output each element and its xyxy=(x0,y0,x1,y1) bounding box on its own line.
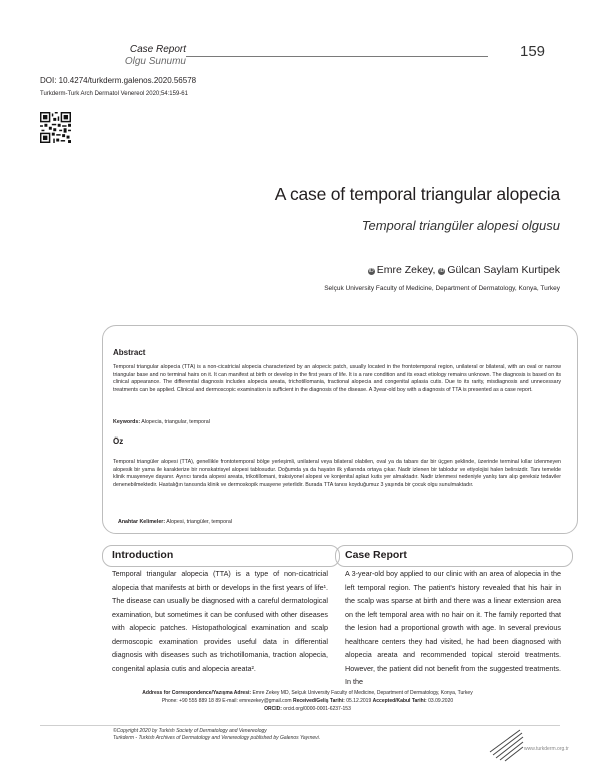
received-label: Received/Geliş Tarihi: xyxy=(292,698,345,704)
received-date: 05.12.2019 xyxy=(346,698,372,704)
authors xyxy=(120,264,560,277)
accepted-label: Accepted/Kabul Tarihi: xyxy=(372,698,427,704)
oz-keywords xyxy=(118,519,232,526)
keywords-value: Alopecia, triangular, temporal xyxy=(141,419,210,425)
intro-body: Temporal triangular alopecia (TTA) is a type of non-cicatricial alopecia that manifests at birth or develops in the first years of life¹. The disease can usually be diagnosed with a careful dermatological examination, but sometimes it can be confused with other diseases with alopecic patches. Histopathological examination and scalp dermoscopic examination provides useful data in differential diagnosis with diseases such as trichotillomania, traction alopecia, congenital aplasia cutis and alopecia areata². xyxy=(112,569,328,673)
footer-divider xyxy=(40,725,560,726)
decorative-lines-icon xyxy=(488,722,524,762)
publisher-line: Turkderm - Turkish Archives of Dermatology and Venereology published by Galenos Yayınevi. xyxy=(113,734,321,741)
orcid-label: ORCID: xyxy=(264,706,282,712)
correspondence-phone: Phone: +90 555 889 18 89 E-mail: emrezekey@gmail.com xyxy=(161,698,292,704)
article-subtitle-tr: Temporal triangüler alopesi olgusu xyxy=(361,218,560,233)
footer-copyright xyxy=(113,728,320,741)
article-title: A case of temporal triangular alopecia xyxy=(274,184,560,204)
author-1: Emre Zekey, xyxy=(376,264,436,276)
keywords-label: Keywords: xyxy=(113,419,141,425)
case-heading: Case Report xyxy=(345,549,407,561)
accepted-date: 03.09.2020 xyxy=(428,698,454,704)
correspondence-text: Emre Zekey MD, Selçuk University Faculty of Medicine, Department of Dermatology, Konya, Turkey xyxy=(252,690,473,696)
page-number: 159 xyxy=(520,43,546,60)
case-body: A 3-year-old boy applied to our clinic with an area of alopecia in the left temporal region. The patient's history revealed that his hair in the scalp was sparse at birth and there was a linear extension area on the left temporal area with no hair on it. The family reported that the lesion had a proportional growth with age. In several previous healthcare centers they had visited, he had been diagnosed with alopecia areata and recommended topical steroid treatments. However, the patient did not benefit from the suggested treatments. In the xyxy=(345,569,561,686)
doi[interactable]: DOI: 10.4274/turkderm.galenos.2020.56578 xyxy=(40,76,197,85)
header-rule xyxy=(186,56,488,57)
oz-body: Temporal triangüler alopesi (TTA), genellikle frontotemporal bölge yerleşimli, unilateral veya bilateral olabilen, oval ya da tabanı dar bir üçgen şeklinde, üzerinde terminal kıllar izlenmeyen alopesik bir yama ile karakterize bir nonskatrisyel alopesi tablosudur. Doğumda ya da hayatın ilk yıllarında ortaya çıkar. Nadir izlenen bir tablodur ve etiyolojisi halen belirsizdir. Tanı temelde klinik muayeneye dayanır. Ayırıcı tanıda alopesi areata, trikotillomani, traksiyonel alopesi ve konjenital aplazi kutis yer almaktadır. Nadir izlenmesi nedeniyle yanlış tanı alıp gereksiz tedaviler denenebilmektedir. Hastalığın tanısında klinik ve dermoskopik muayene yeterlidir. Burada TTA tanısı koyduğumuz 3 yaşında bir çocuk olgu sunulmaktadır. xyxy=(113,459,561,488)
qr-code-icon xyxy=(40,112,71,143)
copyright-line: ©Copyright 2020 by Turkish Society of Dermatology and Venereology xyxy=(113,728,267,734)
article-type: Case Report xyxy=(129,44,186,55)
abstract-keywords xyxy=(113,419,210,426)
orcid-link[interactable]: orcid.org/0000-0001-6237-153 xyxy=(283,706,351,712)
journal-reference: Turkderm-Turk Arch Dermatol Venereol 2020;54:159-61 xyxy=(40,91,188,97)
orcid-icon[interactable]: iD xyxy=(439,268,445,274)
correspondence xyxy=(100,689,515,713)
abstract-body: Temporal triangular alopecia (TTA) is a non-cicatricial alopecia characterized by an alopecic patch, usually located in the frontotemporal region, unilateral or bilateral, with an oval or narrow triangular base and no terminal hairs on it. It can manifest at birth or develop in the first years of life. It is a rare condition and its exact etiology remains unknown. The diagnosis is based on its clinical appearance. The differential diagnosis includes alopecia areata, trichotillomania, tractional alopecia and congenital aplasia cutis. Due to its rarity, misdiagnosis and unnecessary treatments can be applied. Clinical and dermoscopic examination is sufficient in the diagnosis of the disease. A 3year-old boy with a diagnosis of TTA is presented as a case report. xyxy=(113,364,561,393)
intro-heading: Introduction xyxy=(112,549,174,561)
abstract-box xyxy=(102,325,578,534)
affiliation: Selçuk University Faculty of Medicine, Department of Dermatology, Konya, Turkey xyxy=(324,285,560,292)
anahtar-kelimeler-label: Anahtar Kelimeler: xyxy=(118,519,166,525)
anahtar-kelimeler-value: Alopesi, triangüler, temporal xyxy=(166,519,232,525)
orcid-icon[interactable]: iD xyxy=(368,268,374,274)
correspondence-label: Address for Correspondence/Yazışma Adresi: xyxy=(142,690,252,696)
oz-heading: Öz xyxy=(113,437,124,446)
journal-website[interactable]: www.turkderm.org.tr xyxy=(524,746,569,752)
abstract-heading: Abstract xyxy=(113,348,146,357)
author-2: Gülcan Saylam Kurtipek xyxy=(447,264,560,276)
article-type-tr: Olgu Sunumu xyxy=(124,56,186,67)
